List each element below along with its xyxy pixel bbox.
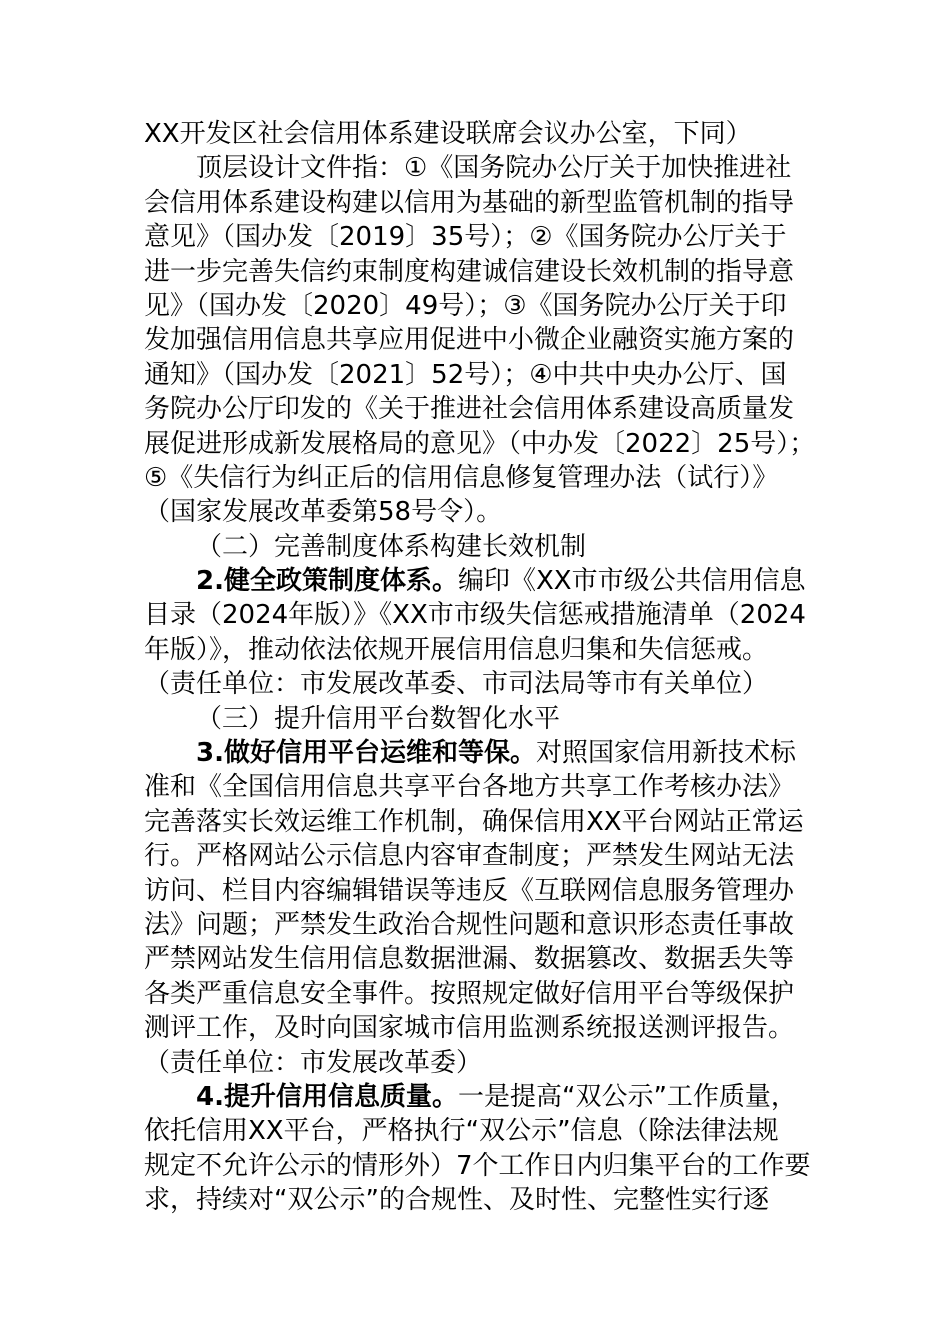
document-body [144,117,824,1218]
text-line [144,1183,824,1217]
line-text: ⑤《失信行为纠正后的信用信息修复管理办法（试行）》 [144,462,779,493]
text-line [144,392,824,426]
bold-heading: 3.做好信用平台运维和等保。 [196,738,536,769]
text-line [144,323,824,357]
line-text: 进一步完善失信约束制度构建诚信建设长效机制的指导意 [144,256,795,287]
text-line [144,151,824,185]
text-line [144,530,824,564]
bold-heading: 2.健全政策制度体系。 [196,566,458,597]
line-text: 通知》（国办发〔2021〕52号）；④中共中央办公厅、国 [144,359,787,390]
line-text: 完善落实长效运维工作机制，确保信用XX平台网站正常运 [144,806,804,837]
line-text: （二）完善制度体系构建长效机制 [196,531,587,562]
text-line [144,1149,824,1183]
line-text: 测评工作，及时向国家城市信用监测系统报送测评报告。 [144,1013,795,1044]
line-text: 依托信用XX平台，严格执行“双公示”信息（除法律法规 [144,1116,779,1147]
text-line [144,702,824,736]
text-line [144,977,824,1011]
line-text: 见》（国办发〔2020〕49号）；③《国务院办公厅关于印 [144,290,787,321]
line-text: 准和《全国信用信息共享平台各地方共享工作考核办法》 [144,772,795,803]
line-text: 法》问题；严禁发生政治合规性问题和意识形态责任事故 [144,909,795,940]
text-line [144,667,824,701]
line-text: 一是提高“双公示”工作质量， [457,1081,797,1112]
text-line [144,736,824,770]
line-text: 会信用体系建设构建以信用为基础的新型监管机制的指导 [144,187,795,218]
text-line [144,255,824,289]
text-line [144,1046,824,1080]
text-line [144,358,824,392]
line-text: 严禁网站发生信用信息数据泄漏、数据篡改、数据丢失等 [144,944,795,975]
bold-heading: 4.提升信用信息质量。 [196,1081,458,1112]
text-line [144,1080,824,1114]
text-line [144,770,824,804]
line-text: 各类严重信息安全事件。按照规定做好信用平台等级保护 [144,978,795,1009]
line-text: （国家发展改革委第58号令）。 [144,497,503,528]
line-text: 目录（2024年版）》《XX市市级失信惩戒措施清单（2024 [144,600,806,631]
text-line [144,186,824,220]
line-text: 意见》（国办发〔2019〕35号）；②《国务院办公厅关于 [144,222,787,253]
text-line [144,427,824,461]
text-line [144,942,824,976]
line-text: 编印《XX市市级公共信用信息 [457,566,806,597]
text-line [144,495,824,529]
line-text: 对照国家信用新技术标 [535,738,796,769]
text-line [144,908,824,942]
line-text: 年版）》，推动依法依规开展信用信息归集和失信惩戒。 [144,634,769,665]
line-text: 展促进形成新发展格局的意见》（中办发〔2022〕25号）； [144,428,816,459]
line-text: （责任单位：市发展改革委、市司法局等市有关单位） [144,669,769,700]
line-text: （三）提升信用平台数智化水平 [196,703,561,734]
text-line [144,1011,824,1045]
line-text: 规定不允许公示的情形外）7个工作日内归集平台的工作要 [144,1150,811,1181]
text-line [144,1114,824,1148]
text-line [144,633,824,667]
text-line [144,598,824,632]
line-text: 访问、栏目内容编辑错误等违反《互联网信息服务管理办 [144,875,795,906]
line-text: XX开发区社会信用体系建设联席会议办公室，下同） [144,119,752,149]
line-text: 务院办公厅印发的《关于推进社会信用体系建设高质量发 [144,394,795,425]
text-line [144,461,824,495]
text-line [144,289,824,323]
line-text: 行。严格网站公示信息内容审查制度；严禁发生网站无法 [144,841,795,872]
text-line [144,117,824,151]
text-line [144,805,824,839]
text-line [144,220,824,254]
line-text: 顶层设计文件指：①《国务院办公厅关于加快推进社 [196,153,792,184]
text-line [144,839,824,873]
line-text: 发加强信用信息共享应用促进中小微企业融资实施方案的 [144,325,795,356]
text-line [144,564,824,598]
line-text: 求，持续对“双公示”的合规性、及时性、完整性实行逐 [144,1185,769,1216]
line-text: （责任单位：市发展改革委） [144,1047,483,1078]
text-line [144,874,824,908]
